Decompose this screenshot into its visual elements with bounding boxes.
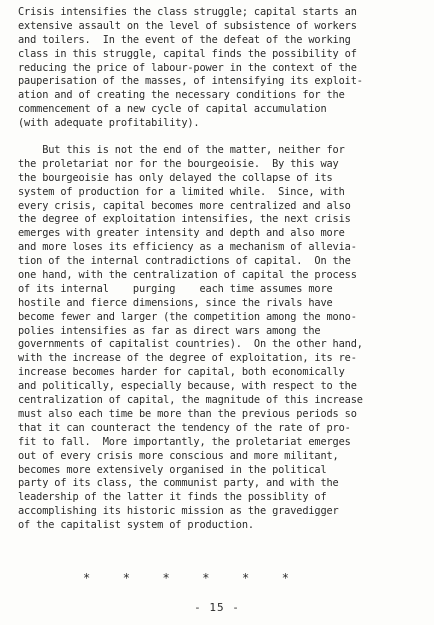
paragraph-1 — [18, 6, 418, 131]
text-line: accomplishing its historic mission as the gravedigger — [18, 505, 339, 518]
separator-star: * — [122, 571, 130, 585]
text-line: (with adequate profitability). — [18, 117, 200, 130]
text-line: of its internal purging each time assumes more — [18, 282, 333, 295]
text-line: one hand, with the centralization of capital the process — [18, 269, 357, 282]
separator-star: * — [162, 571, 170, 585]
text-line: fit to fall. More importantly, the proletariat emerges — [18, 435, 351, 448]
text-line: the bourgeoisie has only delayed the collapse of its — [18, 171, 333, 184]
body-text — [18, 6, 418, 533]
text-line: and more loses its efficiency as a mechanism of allevia- — [18, 241, 357, 254]
text-line: hostile and fierce dimensions, since the rivals have — [18, 296, 333, 309]
section-separator — [83, 571, 289, 585]
text-line: reducing the price of labour-power in the context of the — [18, 61, 357, 74]
text-line: that it can counteract the tendency of the rate of pro- — [18, 421, 351, 434]
text-line: pauperisation of the masses, of intensifying its exploit- — [18, 75, 363, 88]
separator-star: * — [83, 571, 91, 585]
separator-star: * — [242, 571, 250, 585]
text-line: tion of the internal contradictions of capital. On the — [18, 255, 351, 268]
page-number: - 15 - — [194, 601, 240, 614]
text-line: must also each time be more than the previous periods so — [18, 407, 357, 420]
text-line: and politically, especially because, with respect to the — [18, 380, 357, 393]
text-line: become fewer and larger (the competition among the mono- — [18, 310, 357, 323]
separator-star: * — [202, 571, 210, 585]
text-line: and toilers. In the event of the defeat of the working — [18, 33, 351, 46]
text-line: increase becomes harder for capital, both economically — [18, 366, 345, 379]
text-line: with the increase of the degree of exploitation, its re- — [18, 352, 357, 365]
text-line: class in this struggle, capital finds the possibility of — [18, 47, 357, 60]
text-line: leadership of the latter it finds the possiblity of — [18, 491, 327, 504]
text-line: system of production for a limited while. Since, with — [18, 185, 345, 198]
text-line: polies intensifies as far as direct wars among the — [18, 324, 321, 337]
text-line: commencement of a new cycle of capital accumulation — [18, 103, 327, 116]
text-line: out of every crisis more conscious and more militant, — [18, 449, 339, 462]
text-line: every crisis, capital becomes more centralized and also — [18, 199, 351, 212]
text-line: of the capitalist system of production. — [18, 519, 254, 532]
text-line: But this is not the end of the matter, neither for — [18, 144, 345, 157]
text-line: party of its class, the communist party, and with the — [18, 477, 339, 490]
text-line: the proletariat nor for the bourgeoisie. By this way — [18, 157, 339, 170]
text-line: extensive assault on the level of subsistence of workers — [18, 19, 357, 32]
separator-star: * — [281, 571, 289, 585]
text-line: ation and of creating the necessary conditions for the — [18, 89, 345, 102]
text-line: centralization of capital, the magnitude of this increase — [18, 394, 363, 407]
text-line: emerges with greater intensity and depth and also more — [18, 227, 345, 240]
text-line: becomes more extensively organised in the political — [18, 463, 327, 476]
paragraph-2 — [18, 144, 418, 533]
text-line: governments of capitalist countries). On the other hand, — [18, 338, 363, 351]
text-line: the degree of exploitation intensifies, the next crisis — [18, 213, 351, 226]
text-line: Crisis intensifies the class struggle; capital starts an — [18, 6, 357, 18]
